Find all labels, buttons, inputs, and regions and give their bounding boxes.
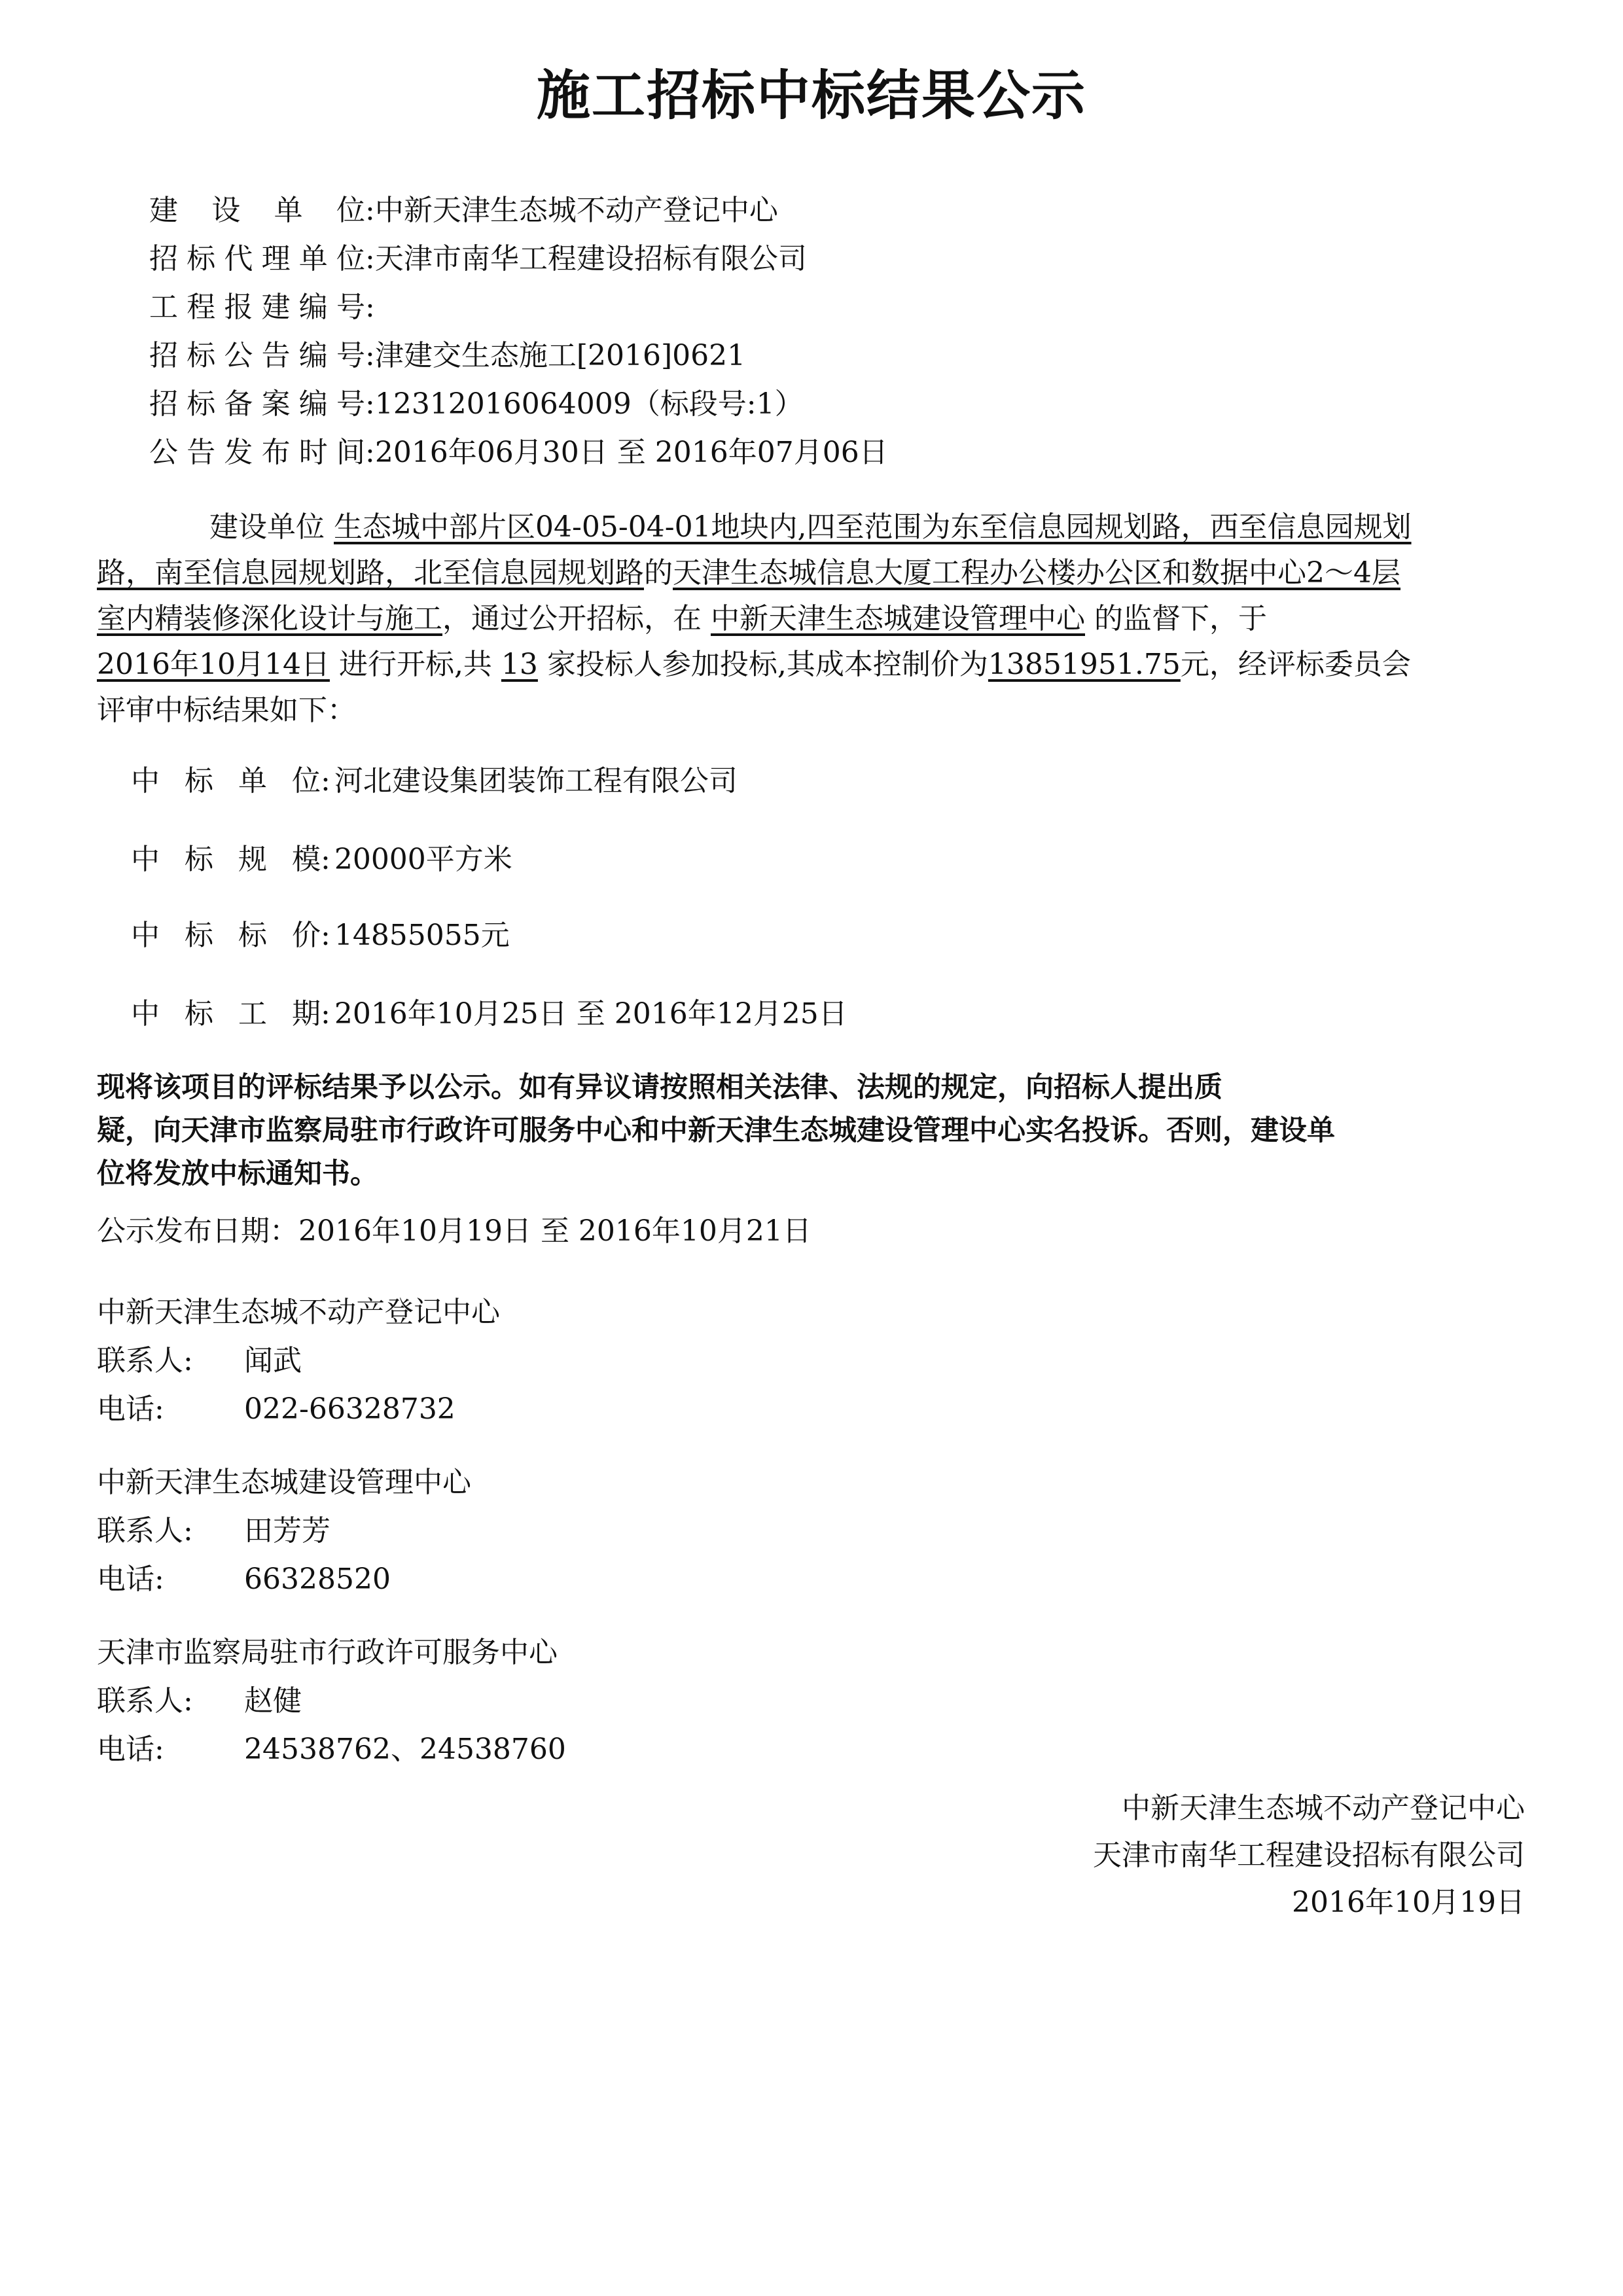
header-label: 公告发布时间 [149,436,365,469]
header-value: 天津市南华工程建设招标有限公司 [374,242,807,275]
contact-person: 赵健 [244,1684,302,1718]
header-row-builder: 建设单位:中新天津生态城不动产登记中心 [149,191,778,230]
paragraph-line-3: 室内精装修深化设计与施工，通过公开招标，在 中新天津生态城建设管理中心 的监督下，于 [97,602,1267,635]
contact-person-row [97,1341,302,1381]
contact-person-row [97,1682,302,1721]
bidder-count: 13 [501,648,538,681]
control-price: 13851951.75 [988,648,1181,681]
award-value: 2016年10月25日 至 2016年12月25日 [334,997,847,1031]
contact-phone-label: 电话: [97,1392,164,1426]
contact-person-label: 联系人: [97,1514,193,1547]
contact-person: 田芳芳 [244,1514,330,1547]
supervisor-name: 中新天津生态城建设管理中心 [711,602,1085,635]
contact-phone-row [97,1560,391,1599]
page-title: 施工招标中标结果公示 [536,65,1086,127]
contact-person: 闻武 [244,1344,302,1377]
header-row-announcement-no: 招标公告编号:津建交生态施工[2016]0621 [149,336,745,376]
contact-org: 中新天津生态城建设管理中心 [97,1466,471,1499]
header-row-project-no: 工程报建编号: [149,288,375,327]
header-label: 招标备案编号 [149,387,365,421]
header-value: 2016年06月30日 至 2016年07月06日 [374,436,888,469]
contact-org: 中新天津生态城不动产登记中心 [97,1296,500,1329]
contact-phone-label: 电话: [97,1563,164,1596]
signature-org-2: 天津市南华工程建设招标有限公司 [1093,1839,1525,1872]
award-value: 14855055元 [334,919,510,952]
contact-person-label: 联系人: [97,1344,193,1377]
paragraph-line-2: 路，南至信息园规划路，北至信息园规划路的天津生态城信息大厦工程办公楼办公区和数据中心2～4层 [97,556,1400,590]
header-row-agent: 招标代理单位:天津市南华工程建设招标有限公司 [149,239,807,279]
award-label: 中标标价 [131,919,321,952]
award-label: 中标单位 [131,764,321,798]
signature-date: 2016年10月19日 [1292,1886,1525,1919]
header-row-publish-time: 公告发布时间:2016年06月30日 至 2016年07月06日 [149,433,888,472]
contact-phone-row [97,1730,566,1769]
award-row-scale: 中标规模: 20000平方米 [131,840,512,879]
project-location: 生态城中部片区04-05-04-01地块内,四至范围为东至信息园规划路，西至信息园规划 [334,510,1412,544]
award-value: 河北建设集团装饰工程有限公司 [334,764,738,798]
header-row-filing-no: 招标备案编号:12312016064009（标段号:1） [149,385,804,424]
contact-person-label: 联系人: [97,1684,193,1718]
signature-org-1: 中新天津生态城不动产登记中心 [1122,1792,1525,1825]
header-label: 招标公告编号 [149,339,365,372]
notice-line-1: 现将该项目的评标结果予以公示。如有异议请按照相关法律、法规的规定，向招标人提出质 [97,1071,1222,1104]
header-label: 招标代理单位 [149,242,365,275]
award-value: 20000平方米 [334,843,512,876]
paragraph-line-4: 2016年10月14日 进行开标,共 13 家投标人参加投标,其成本控制价为13851951.75元，经评标委员会 [97,648,1411,681]
header-value: 中新天津生态城不动产登记中心 [374,194,778,227]
contact-org: 天津市监察局驻市行政许可服务中心 [97,1636,558,1669]
header-value: 12312016064009（标段号:1） [374,387,804,421]
notice-line-2: 疑，向天津市监察局驻市行政许可服务中心和中新天津生态城建设管理中心实名投诉。否则，建设单 [97,1114,1335,1147]
award-label: 中标工期 [131,997,321,1031]
award-row-winner: 中标单位: 河北建设集团装饰工程有限公司 [131,762,738,801]
contact-phone: 24538762、24538760 [244,1733,566,1766]
notice-line-3: 位将发放中标通知书。 [97,1157,378,1190]
contact-person-row [97,1511,330,1551]
opening-date: 2016年10月14日 [97,648,330,681]
award-row-period: 中标工期:2016年10月25日 至 2016年12月25日 [131,995,847,1034]
header-label: 建设单位 [149,194,365,227]
paragraph-line-5: 评审中标结果如下： [97,694,356,727]
contact-phone: 022-66328732 [244,1392,455,1426]
award-label: 中标规模 [131,843,321,876]
contact-phone: 66328520 [244,1563,391,1596]
header-value: 津建交生态施工[2016]0621 [374,339,746,372]
publish-dates: 公示发布日期：2016年10月19日 至 2016年10月21日 [97,1214,812,1248]
contact-phone-row [97,1390,455,1429]
header-label: 工程报建编号 [149,291,365,324]
project-name: 天津生态城信息大厦工程办公楼办公区和数据中心2～4层 [673,556,1400,590]
paragraph-line-1: 建设单位 生态城中部片区04-05-04-01地块内,四至范围为东至信息园规划路，西至信息园规划 [209,510,1412,544]
contact-phone-label: 电话: [97,1733,164,1766]
award-row-price: 中标标价:14855055元 [131,916,510,955]
